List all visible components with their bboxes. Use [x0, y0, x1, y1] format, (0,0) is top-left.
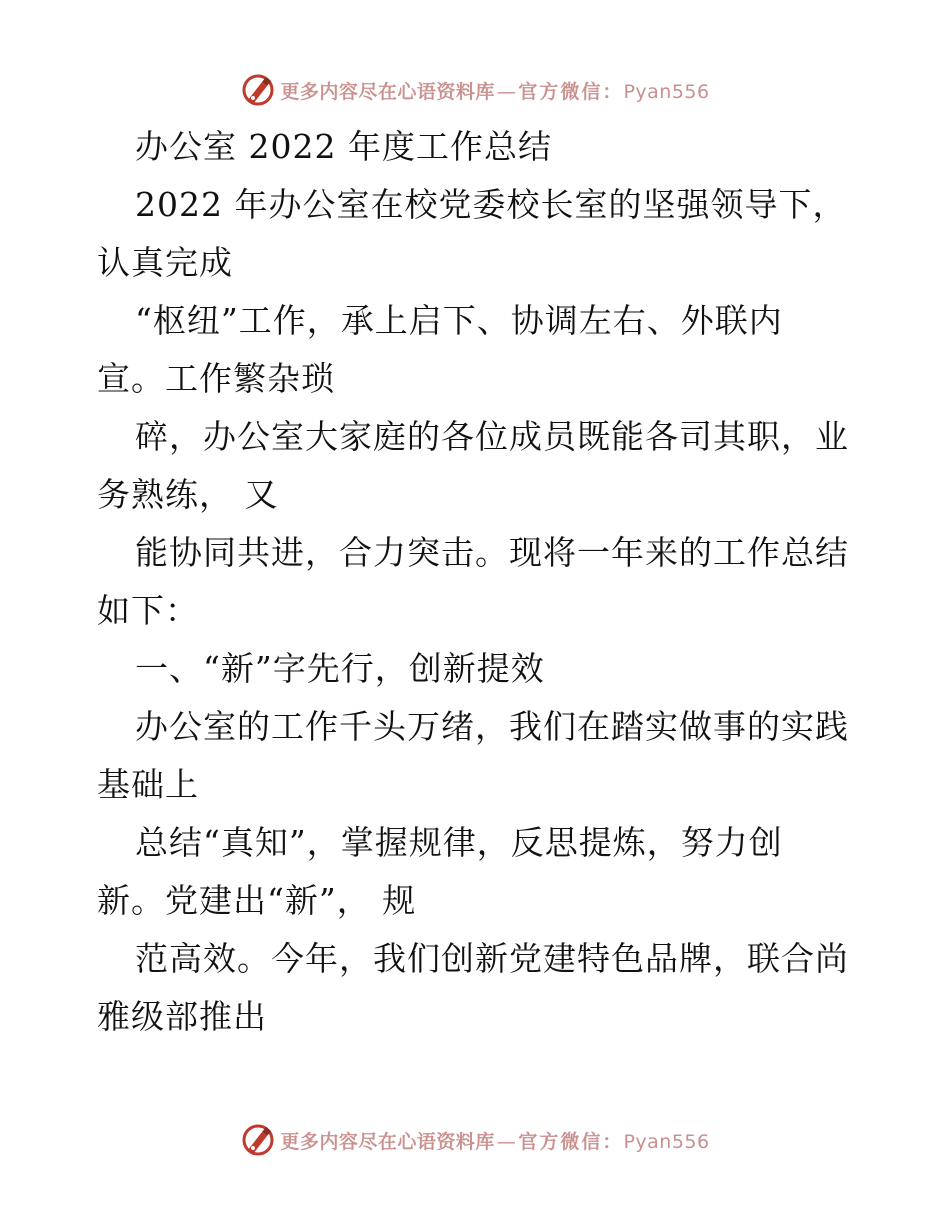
document-line: 总结“真知”，掌握规律，反思提炼，努力创: [135, 823, 783, 862]
document-line: “枢纽”工作，承上启下、协调左右、外联内: [135, 301, 783, 340]
document-line: 认真完成: [97, 243, 233, 282]
pen-logo-icon: [240, 72, 276, 108]
header-banner: [0, 70, 950, 110]
header-banner-separator: —: [496, 80, 517, 103]
footer-banner-separator: —: [496, 1130, 517, 1153]
document-line: 新。党建出“新”， 规: [97, 881, 417, 920]
pen-logo-icon: [240, 1122, 276, 1158]
header-banner-wechat-id: Pyan556: [623, 80, 710, 103]
section-heading: 一、“新”字先行，创新提效: [135, 649, 545, 688]
document-line: 如下：: [97, 591, 199, 630]
footer-banner-wechat-id: Pyan556: [623, 1130, 710, 1153]
document-line: 务熟练， 又: [97, 475, 279, 514]
document-line: 能协同共进，合力突击。现将一年来的工作总结: [135, 533, 849, 572]
footer-banner-site: 更多内容尽在心语资料库: [280, 1130, 495, 1153]
document-line: 范高效。今年，我们创新党建特色品牌，联合尚: [135, 939, 849, 978]
document-line: 雅级部推出: [97, 997, 267, 1036]
document-title: 办公室 2022 年度工作总结: [135, 127, 552, 166]
document-line: 2022 年办公室在校党委校长室的坚强领导下，: [135, 185, 847, 224]
footer-banner-text: [280, 1127, 709, 1154]
document-line: 办公室的工作千头万绪，我们在踏实做事的实践: [135, 707, 849, 746]
header-banner-wechat-label: 官方微信：: [518, 80, 624, 103]
document-line: 碎，办公室大家庭的各位成员既能各司其职，业: [135, 417, 849, 456]
footer-banner: [0, 1120, 950, 1160]
document-body: [97, 118, 857, 1046]
header-banner-site: 更多内容尽在心语资料库: [280, 80, 495, 103]
document-line: 基础上: [97, 765, 199, 804]
document-line: 宣。工作繁杂琐: [97, 359, 335, 398]
header-banner-text: [280, 77, 709, 104]
footer-banner-wechat-label: 官方微信：: [518, 1130, 624, 1153]
